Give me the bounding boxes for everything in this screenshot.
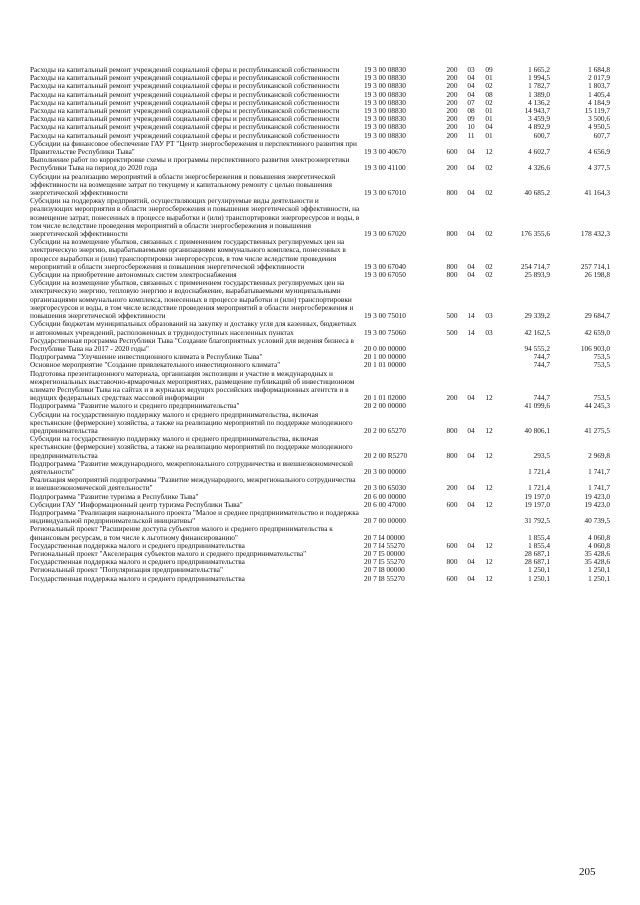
row-name: Субсидии на поддержку предприятий, осуществляющих регулируемые виды деятельности и реализующих мероприятия в области энергосбережения и повышения энергетической эффективности, на возмещение затрат, понесенных в процессе выработки и (или) транспортировки энергоресурсов и воды, в том числе вследствие проведения мероприятий в области энергосбережения и повышения энергетической эффективности <box>30 196 360 239</box>
row-code: 19 3 00 08830 <box>364 122 406 132</box>
row-subsection: 08 <box>485 89 493 99</box>
row-expense-type: 600 <box>446 499 458 509</box>
row-name: Расходы на капитальный ремонт учреждений социальной сферы и республиканской собственности <box>30 97 340 107</box>
row-value-year1: 1 782,7 <box>528 81 550 91</box>
row-section: 04 <box>467 147 475 157</box>
row-value-year1: 4 892,9 <box>528 122 550 132</box>
row-code: 20 7 I5 00000 <box>364 548 405 558</box>
row-value-year2: 1 803,7 <box>588 81 610 91</box>
row-expense-type: 800 <box>446 229 458 239</box>
table-row <box>30 156 610 172</box>
row-value-year2: 1 250,1 <box>588 573 610 583</box>
row-section <box>462 509 480 525</box>
row-value-year2: 178 432,3 <box>580 229 610 239</box>
row-section: 03 <box>467 65 475 74</box>
row-value-year2: 257 714,1 <box>580 261 610 271</box>
row-value-year2: 15 119,7 <box>584 106 610 116</box>
row-expense-type: 200 <box>446 114 458 124</box>
row-name: Субсидии на возмещение убытков, связанных с применением государственных регулируемых цен на электрическую энергию, тепловую энергию и водоснабжение, вырабатываемыми муниципальными организациями коммунального комплекса, понесенных в процессе выработки и (или) транспортировки энергоресурсов и воды, в том числе вследствие проведения мероприятий в области энергосбережения и повышения энергетической эффективности <box>30 278 354 321</box>
row-expense-type: 600 <box>446 573 458 583</box>
row-subsection: 12 <box>485 499 493 509</box>
row-value-year2: 753,5 <box>593 352 610 362</box>
row-name: Субсидии на государственную поддержку малого и среднего предпринимательства, включая крестьянские (фермерские) хозяйства, а также на реализацию мероприятий по поддержке молодежного предпринимательства <box>30 434 353 460</box>
page-number: 205 <box>579 866 596 878</box>
row-section: 04 <box>467 261 475 271</box>
row-subsection: 12 <box>485 450 493 460</box>
row-value-year2: 35 428,6 <box>584 557 610 567</box>
row-expense-type: 200 <box>446 65 458 74</box>
row-value-year1: 600,7 <box>533 130 550 140</box>
row-name: Субсидии на приобретение автономных систем электроснабжения <box>30 270 237 280</box>
row-section: 04 <box>467 393 475 403</box>
budget-table-body <box>30 66 610 583</box>
row-value-year1: 176 355,6 <box>520 229 550 239</box>
row-subsection: 02 <box>485 229 493 239</box>
row-code: 19 3 00 08830 <box>364 81 406 91</box>
row-subsection: 09 <box>485 65 493 74</box>
table-row <box>30 320 610 336</box>
row-name: Субсидии бюджетам муниципальных образований на закупку и доставку угля для казенных, бюджетных и автономных учреждений, расположенных в труднодоступных населенных пунктах <box>30 319 357 337</box>
row-expense-type: 200 <box>446 483 458 493</box>
table-row <box>30 435 610 460</box>
row-name: Расходы на капитальный ремонт учреждений социальной сферы и республиканской собственности <box>30 73 340 83</box>
row-code: 20 6 00 47000 <box>364 499 406 509</box>
row-name: Субсидии на государственную поддержку малого и среднего предпринимательства, включая крестьянские (фермерские) хозяйства, а также на реализацию мероприятий по поддержке молодежного предпринимательства <box>30 409 353 435</box>
row-subsection: 01 <box>485 106 493 116</box>
row-section: 04 <box>467 73 475 83</box>
row-subsection <box>480 337 498 353</box>
row-expense-type <box>442 509 462 525</box>
row-code: 19 3 00 75010 <box>364 311 406 321</box>
row-subsection: 04 <box>485 122 493 132</box>
table-row <box>30 476 610 492</box>
row-section: 14 <box>467 327 475 337</box>
table-row <box>30 173 610 198</box>
row-subsection <box>480 525 498 541</box>
row-expense-type <box>442 353 462 361</box>
row-section: 04 <box>467 270 475 280</box>
table-row <box>30 411 610 436</box>
row-section: 04 <box>467 499 475 509</box>
row-section: 04 <box>467 573 475 583</box>
row-value-year1: 1 250,1 <box>528 573 550 583</box>
row-subsection <box>480 402 498 410</box>
row-name: Субсидии на реализацию мероприятий в области энергосбережения и повышения энергетической эффективности на возмещение затрат по текущему и капитальному ремонту с целью повышения энергетической эффективности <box>30 171 336 198</box>
row-value-year2: 1 250,1 <box>588 565 610 575</box>
row-value-year1: 40 685,2 <box>524 188 550 198</box>
row-name: Государственная программа Республики Тыва "Создание благоприятных условий для ведения бизнеса в Республике Тыва на 2017 - 2020 годы" <box>30 335 354 353</box>
row-code: 20 7 I8 55270 <box>364 573 405 583</box>
row-expense-type: 800 <box>446 557 458 567</box>
table-row <box>30 575 610 583</box>
row-code: 19 3 00 08830 <box>364 73 406 83</box>
row-value-year1: 1 721,4 <box>528 483 550 493</box>
row-value-year1: 1 665,2 <box>528 65 550 74</box>
row-subsection: 02 <box>485 97 493 107</box>
row-value-year2: 1 405,4 <box>588 89 610 99</box>
row-section: 11 <box>467 130 475 140</box>
row-section <box>462 525 480 541</box>
row-subsection: 12 <box>485 557 493 567</box>
row-code: 20 6 00 00000 <box>364 491 406 501</box>
row-subsection: 02 <box>485 188 493 198</box>
row-code: 20 3 00 00000 <box>364 466 406 476</box>
row-section <box>462 337 480 353</box>
row-subsection: 01 <box>485 130 493 140</box>
row-value-year1: 41 099,6 <box>524 401 550 411</box>
row-value-year1: 28 687,1 <box>524 557 550 567</box>
row-value-year2: 106 903,0 <box>580 343 610 353</box>
row-name: Региональный проект "Популяризация предпринимательства" <box>30 565 223 575</box>
row-value-year1: 19 197,0 <box>524 499 550 509</box>
row-subsection: 02 <box>485 261 493 271</box>
row-code: 20 7 I5 55270 <box>364 557 405 567</box>
row-name: Государственная поддержка малого и среднего предпринимательства <box>30 573 245 583</box>
row-value-year1: 744,7 <box>533 352 550 362</box>
row-subsection: 02 <box>485 163 493 173</box>
row-code: 20 1 01 00000 <box>364 360 406 370</box>
row-subsection: 12 <box>485 425 493 435</box>
row-value-year2: 2 969,8 <box>588 450 610 460</box>
row-expense-type: 800 <box>446 425 458 435</box>
row-value-year1: 1 994,5 <box>528 73 550 83</box>
row-expense-type: 200 <box>446 97 458 107</box>
row-section: 04 <box>467 450 475 460</box>
row-expense-type <box>442 337 462 353</box>
row-section <box>462 460 480 476</box>
row-value-year1: 1 855,4 <box>528 532 550 542</box>
row-subsection: 03 <box>485 327 493 337</box>
row-section: 04 <box>467 188 475 198</box>
row-value-year2: 41 164,3 <box>584 188 610 198</box>
row-subsection: 12 <box>485 540 493 550</box>
row-code: 20 7 I8 00000 <box>364 565 405 575</box>
row-expense-type: 200 <box>446 163 458 173</box>
row-subsection <box>480 353 498 361</box>
row-value-year1: 254 714,7 <box>520 261 550 271</box>
row-code: 19 3 00 08830 <box>364 89 406 99</box>
row-value-year2: 2 017,9 <box>588 73 610 83</box>
row-value-year2: 35 428,6 <box>584 548 610 558</box>
row-value-year1: 744,7 <box>533 393 550 403</box>
row-expense-type: 800 <box>446 188 458 198</box>
row-value-year1: 28 687,1 <box>524 548 550 558</box>
table-row <box>30 525 610 541</box>
row-value-year1: 4 136,2 <box>528 97 550 107</box>
table-row <box>30 370 610 403</box>
row-subsection: 02 <box>485 81 493 91</box>
row-section <box>462 353 480 361</box>
row-code: 19 3 00 08830 <box>364 114 406 124</box>
row-name: Подпрограмма "Развитие туризма в Республике Тыва" <box>30 491 199 501</box>
table-row <box>30 140 610 156</box>
row-section: 04 <box>467 81 475 91</box>
row-name: Подпрограмма "Улучшение инвестиционного климата в Республике Тыва" <box>30 352 263 362</box>
row-value-year2: 40 739,5 <box>584 516 610 526</box>
row-code: 20 1 00 00000 <box>364 352 406 362</box>
row-code: 19 3 00 67040 <box>364 261 406 271</box>
row-name: Расходы на капитальный ремонт учреждений социальной сферы и республиканской собственности <box>30 122 340 132</box>
row-expense-type <box>442 460 462 476</box>
row-value-year2: 1 741,7 <box>588 466 610 476</box>
row-expense-type <box>442 402 462 410</box>
row-code: 20 7 I4 00000 <box>364 532 405 542</box>
table-row <box>30 238 610 271</box>
row-section: 09 <box>467 114 475 124</box>
row-value-year1: 293,5 <box>533 450 550 460</box>
row-name: Расходы на капитальный ремонт учреждений социальной сферы и республиканской собственности <box>30 81 340 91</box>
row-value-year2: 4 060,8 <box>588 540 610 550</box>
row-value-year2: 4 377,5 <box>588 163 610 173</box>
row-value-year2: 1 741,7 <box>588 483 610 493</box>
row-section: 04 <box>467 557 475 567</box>
row-section <box>462 361 480 369</box>
row-value-year2: 29 684,7 <box>584 311 610 321</box>
row-code: 20 2 00 R5270 <box>364 450 408 460</box>
row-subsection: 01 <box>485 73 493 83</box>
row-value-year1: 1 389,0 <box>528 89 550 99</box>
row-value-year2: 753,5 <box>593 360 610 370</box>
row-expense-type: 200 <box>446 89 458 99</box>
row-section: 10 <box>467 122 475 132</box>
table-row <box>30 460 610 476</box>
row-code: 19 3 00 08830 <box>364 65 406 74</box>
row-value-year2: 3 500,6 <box>588 114 610 124</box>
row-name: Расходы на капитальный ремонт учреждений социальной сферы и республиканской собственности <box>30 65 340 74</box>
row-name: Подпрограмма "Развитие малого и среднего предпринимательства" <box>30 401 240 411</box>
row-section: 04 <box>467 229 475 239</box>
row-code: 20 2 00 00000 <box>364 401 406 411</box>
row-name: Основное мероприятие "Создание привлекательного инвестиционного климата" <box>30 360 281 370</box>
row-expense-type: 200 <box>446 106 458 116</box>
row-expense-type: 200 <box>446 130 458 140</box>
row-subsection: 02 <box>485 270 493 280</box>
row-code: 20 2 00 65270 <box>364 425 406 435</box>
row-expense-type: 800 <box>446 450 458 460</box>
row-section: 07 <box>467 97 475 107</box>
row-expense-type: 200 <box>446 73 458 83</box>
row-expense-type: 500 <box>446 311 458 321</box>
row-value-year2: 4 184,9 <box>588 97 610 107</box>
row-code: 20 0 00 00000 <box>364 343 406 353</box>
row-name: Субсидии на финансовое обеспечение ГАУ РТ "Центр энергосбережения и перспективного развития при Правительстве Республики Тыва" <box>30 138 357 157</box>
row-value-year1: 31 792,5 <box>524 516 550 526</box>
row-value-year2: 4 656,9 <box>588 147 610 157</box>
row-value-year1: 94 555,2 <box>524 343 550 353</box>
row-value-year2: 42 659,0 <box>584 327 610 337</box>
row-value-year1: 3 459,9 <box>528 114 550 124</box>
row-name: Подпрограмма "Реализация национального проекта "Малое и среднее предпринимательство и поддержка индивидуальной предпринимательской инициативы" <box>30 507 359 526</box>
row-value-year2: 607,7 <box>593 130 610 140</box>
row-subsection <box>480 361 498 369</box>
row-section: 04 <box>467 163 475 173</box>
row-value-year2: 753,5 <box>593 393 610 403</box>
row-subsection: 12 <box>485 483 493 493</box>
row-subsection: 12 <box>485 573 493 583</box>
row-name: Подготовка презентационного материала, организация экспозиции и участие в международных и межрегиональных выставочно-ярмарочных мероприятиях, размещение публикаций об инвестиционном климате Республики Тыва на сайтах и в журналах ведущих российских информационных агентств и в ведущих федеральных средствах массовой информации <box>30 368 355 403</box>
row-name: Региональный проект "Расширение доступа субъектов малого и среднего предпринимательства к финансовым ресурсам, в том числе к льготному финансированию" <box>30 524 333 542</box>
row-section: 04 <box>467 425 475 435</box>
row-section: 04 <box>467 540 475 550</box>
row-subsection: 12 <box>485 147 493 157</box>
row-expense-type: 200 <box>446 122 458 132</box>
row-value-year1: 1 721,4 <box>528 466 550 476</box>
row-value-year1: 14 943,7 <box>524 106 550 116</box>
row-name: Реализация мероприятий подпрограммы "Развитие международного, межрегионального сотрудничества и внешнеэкономической деятельности" <box>30 475 356 493</box>
row-code: 19 3 00 40670 <box>364 147 406 157</box>
row-code: 19 3 00 67050 <box>364 270 406 280</box>
row-name: Субсидии ГАУ "Информационный центр туризма Республики Тыва" <box>30 499 243 509</box>
row-subsection <box>480 460 498 476</box>
row-value-year2: 4 950,5 <box>588 122 610 132</box>
row-name: Расходы на капитальный ремонт учреждений социальной сферы и республиканской собственности <box>30 106 340 116</box>
table-row <box>30 279 610 320</box>
table-row <box>30 509 610 525</box>
row-name: Государственная поддержка малого и среднего предпринимательства <box>30 540 245 550</box>
row-value-year1: 29 339,2 <box>524 311 550 321</box>
row-section: 04 <box>467 89 475 99</box>
row-section: 14 <box>467 311 475 321</box>
table-row <box>30 197 610 238</box>
row-expense-type: 600 <box>446 540 458 550</box>
row-value-year1: 25 893,9 <box>524 270 550 280</box>
row-value-year1: 1 250,1 <box>528 565 550 575</box>
row-name: Расходы на капитальный ремонт учреждений социальной сферы и республиканской собственности <box>30 89 340 99</box>
row-expense-type: 800 <box>446 270 458 280</box>
row-subsection: 12 <box>485 393 493 403</box>
row-expense-type <box>442 361 462 369</box>
row-expense-type <box>442 525 462 541</box>
row-value-year2: 44 245,3 <box>584 401 610 411</box>
row-subsection: 01 <box>485 114 493 124</box>
row-value-year1: 744,7 <box>533 360 550 370</box>
row-value-year2: 19 423,0 <box>584 499 610 509</box>
row-code: 20 1 01 02000 <box>364 393 406 403</box>
row-expense-type: 600 <box>446 147 458 157</box>
row-code: 20 7 00 00000 <box>364 516 406 526</box>
row-value-year2: 4 060,8 <box>588 532 610 542</box>
row-value-year2: 19 423,0 <box>584 491 610 501</box>
row-value-year2: 26 198,8 <box>584 270 610 280</box>
row-value-year2: 41 275,5 <box>584 425 610 435</box>
row-name: Расходы на капитальный ремонт учреждений социальной сферы и республиканской собственности <box>30 130 340 140</box>
row-section: 04 <box>467 483 475 493</box>
row-value-year1: 40 806,1 <box>524 425 550 435</box>
row-code: 19 3 00 67010 <box>364 188 406 198</box>
row-code: 19 3 00 08830 <box>364 97 406 107</box>
row-subsection: 03 <box>485 311 493 321</box>
row-code: 19 3 00 41100 <box>364 163 406 173</box>
row-value-year2: 1 684,8 <box>588 65 610 74</box>
row-code: 19 3 00 75060 <box>364 327 406 337</box>
row-code: 20 3 00 65030 <box>364 483 406 493</box>
row-subsection <box>480 509 498 525</box>
row-section: 08 <box>467 106 475 116</box>
budget-table <box>30 66 610 583</box>
row-name: Подпрограмма "Развитие международного, межрегионального сотрудничества и внешнеэкономической деятельности" <box>30 458 353 476</box>
row-name: Субсидии на возмещение убытков, связанных с применением государственных регулируемых цен на электрическую энергию, вырабатываемыми организациями коммунального комплекса, понесенных в процессе выработки и (или) транспортировки энергоресурсов, в том числе вследствие проведения мероприятий в области энергосбережения и повышения энергетической эффективности <box>30 237 346 271</box>
table-row <box>30 337 610 353</box>
row-code: 19 3 00 08830 <box>364 106 406 116</box>
row-expense-type: 500 <box>446 327 458 337</box>
row-section <box>462 402 480 410</box>
row-value-year1: 4 326,6 <box>528 163 550 173</box>
row-name: Выполнение работ по корректировке схемы и программы перспективного развития электроэнергетики Республики Тыва на период до 2020 года <box>30 155 350 173</box>
row-code: 19 3 00 08830 <box>364 130 406 140</box>
row-expense-type: 200 <box>446 81 458 91</box>
row-expense-type: 800 <box>446 261 458 271</box>
row-code: 19 3 00 67020 <box>364 229 406 239</box>
row-expense-type: 200 <box>446 393 458 403</box>
row-name: Расходы на капитальный ремонт учреждений социальной сферы и республиканской собственности <box>30 114 340 124</box>
row-name: Региональный проект "Акселерация субъектов малого и среднего предпринимательства" <box>30 548 307 558</box>
row-value-year1: 4 602,7 <box>528 147 550 157</box>
row-code: 20 7 I4 55270 <box>364 540 405 550</box>
row-name: Государственная поддержка малого и среднего предпринимательства <box>30 557 245 567</box>
row-value-year1: 1 855,4 <box>528 540 550 550</box>
row-value-year1: 42 162,5 <box>524 327 550 337</box>
row-value-year1: 19 197,0 <box>524 491 550 501</box>
